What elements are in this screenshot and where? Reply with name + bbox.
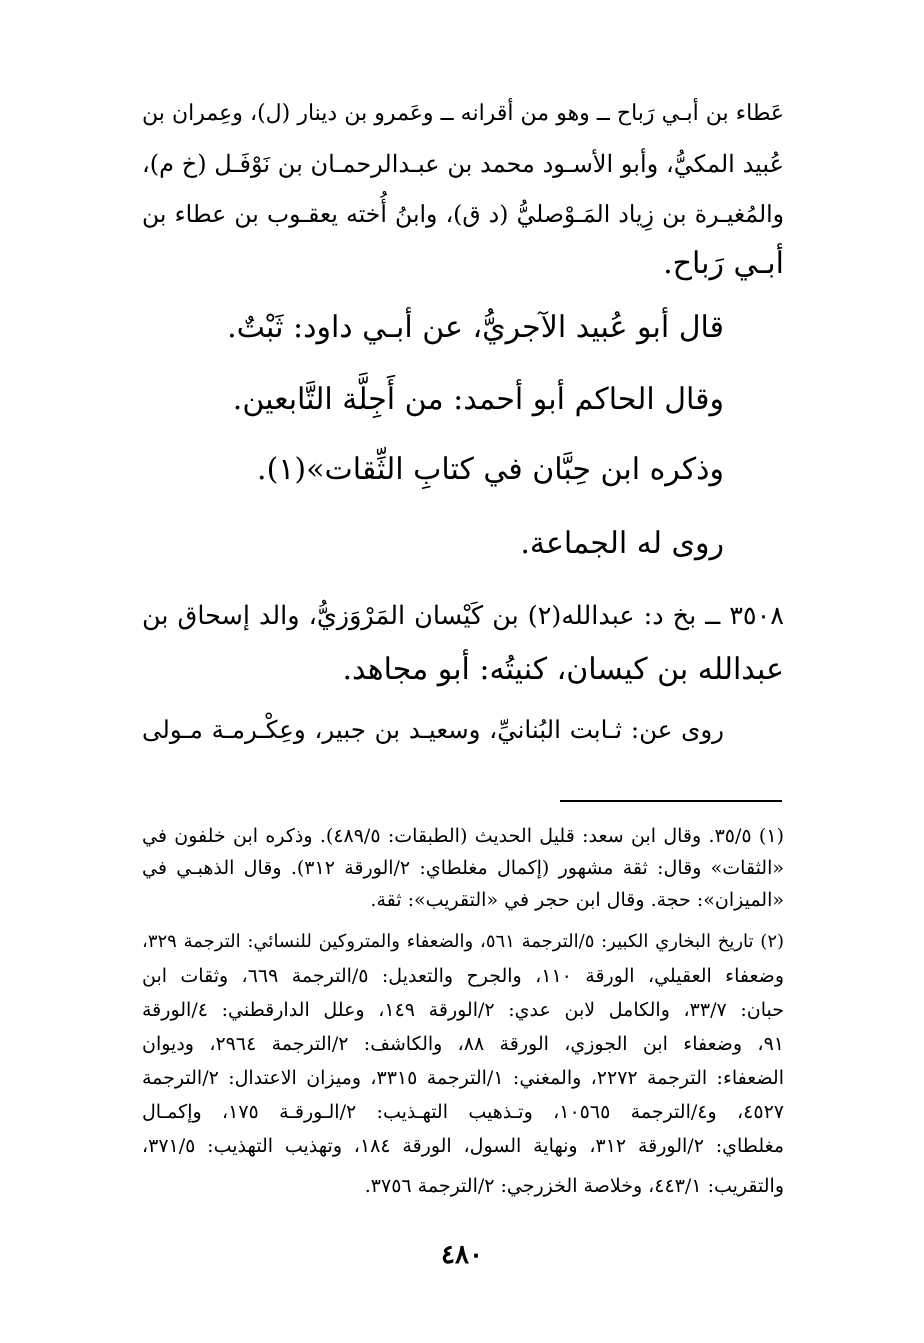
page-number: ٤٨٠	[441, 1240, 483, 1270]
footnote-divider	[560, 800, 782, 802]
body-line: قال أبو عُبيد الآجريُّ، عن أبـي داود: ثَبْتٌ.	[227, 310, 724, 345]
footnote-line: (١) ٣٥/٥. وقال ابن سعد: قليل الحديث (الطبقات: ٤٨٩/٥). وذكره ابن خلفون في	[142, 825, 784, 847]
body-line: وذكره ابن حِبَّان في كتابِ الثِّقات»(١).	[257, 452, 724, 487]
body-line: عُبيد المكيُّ، وأبو الأسـود محمد بن عبـدالرحمـان بن نَوْفَـل (خ م)،	[142, 150, 784, 178]
footnote-line: (٢) تاريخ البخاري الكبير: ٥/الترجمة ٥٦١، والضعفاء والمتروكين للنسائي: الترجمة ٣٢٩،	[142, 931, 785, 952]
footnote-line: ٩١، وضعفاء ابن الجوزي، الورقة ٨٨، والكاشف: ٢/الترجمة ٢٩٦٤، وديوان	[142, 1033, 784, 1055]
footnote-line: والتقريب: ٤٤٣/١، وخلاصة الخزرجي: ٢/الترجمة ٣٧٥٦.	[364, 1175, 784, 1197]
footnote-line: الضعفاء: الترجمة ٢٢٧٢، والمغني: ١/الترجمة ٣٣١٥، وميزان الاعتدال: ٢/الترجمة	[142, 1067, 784, 1089]
body-line: عَطاء بن أبـي رَباح ــ وهو من أقرانه ــ وعَمرو بن دينار (ل)، وعِمران بن	[142, 101, 784, 126]
body-line: روى له الجماعة.	[520, 526, 724, 561]
footnote-line: «الثقات» وقال: ثقة مشهور (إكمال مغلطاي: ٢/الورقة ٣١٢). وقال الذهبـي في	[142, 857, 784, 879]
footnote-line: وضعفاء العقيلي، الورقة ١١٠، والجرح والتعديل: ٥/الترجمة ٦٦٩، وثقات ابن	[142, 965, 784, 987]
footnote-line: حبان: ٣٣/٧، والكامل لابن عدي: ٢/الورقة ١٤٩، وعلل الدارقطني: ٤/الورقة	[142, 999, 784, 1021]
body-line: والمُغيـرة بن زِياد المَـوْصليُّ (د ق)، وابنُ أُخته يعقـوب بن عطاء بن	[142, 200, 784, 228]
body-line: أبـي رَباح.	[663, 246, 784, 281]
body-line: عبدالله بن كيسان، كنيتُه: أبو مجاهد.	[342, 652, 784, 687]
footnote-line: مغلطاي: ٢/الورقة ٣١٢، ونهاية السول، الورقة ١٨٤، وتهذيب التهذيب: ٣٧١/٥،	[142, 1135, 784, 1157]
body-line: روى عن: ثـابت البُنانيِّ، وسعيـد بن جبير، وعِكْـرمـة مـولى	[142, 715, 724, 744]
entry-heading-line: ٣٥٠٨ ــ بخ د: عبدالله(٢) بن كَيْسان المَرْوَزيُّ، والد إسحاق بن	[142, 601, 784, 631]
footnote-line: «الميزان»: حجة. وقال ابن حجر في «التقريب»: ثقة.	[370, 889, 784, 911]
footnote-line: ٤٥٢٧، و٤/الترجمة ١٠٥٦٥، وتـذهيب التهـذيب: ٢/الـورقـة ١٧٥، وإكمـال	[142, 1101, 784, 1123]
body-line: وقال الحاكم أبو أحمد: من أَجِلَّة التَّابعين.	[232, 382, 724, 417]
